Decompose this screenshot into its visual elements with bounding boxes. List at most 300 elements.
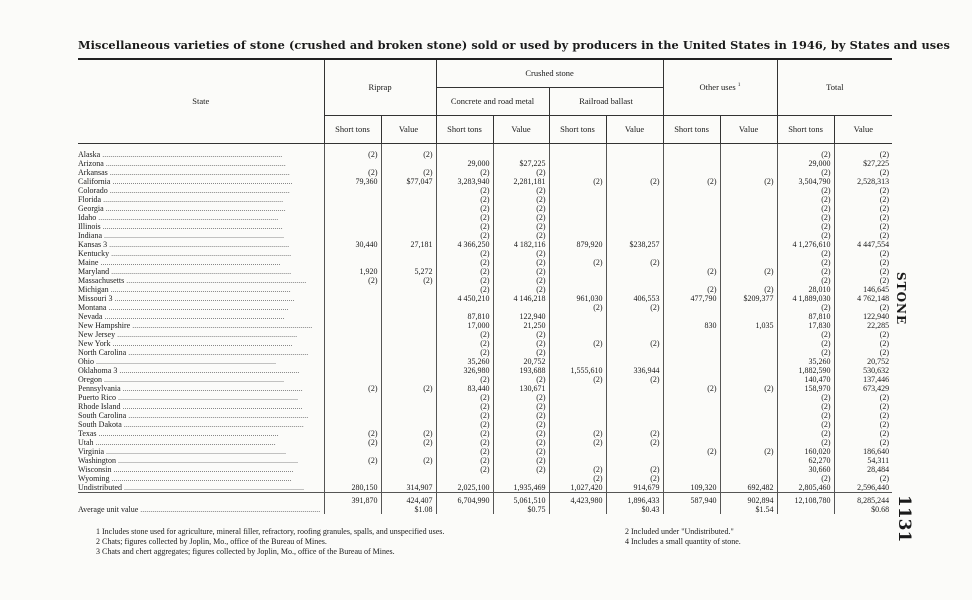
- state-cell: Missouri 3 ..........................................................................................: [78, 293, 295, 303]
- value-cell: (2): [549, 438, 606, 447]
- footnotes-right: [625, 527, 741, 547]
- value-cell: 1,027,420: [549, 483, 606, 493]
- footnote-4: 4 Includes a small quantity of stone.: [625, 537, 741, 546]
- state-cell: Alaska ..........................................................................................: [78, 149, 283, 159]
- value-cell: (2): [324, 150, 381, 159]
- value-cell: (2): [720, 285, 777, 294]
- value-cell: [436, 303, 493, 312]
- value-cell: 12,108,780: [777, 492, 834, 505]
- value-cell: 530,632: [834, 366, 892, 375]
- header-riprap-value: Value: [381, 115, 436, 143]
- value-cell: [381, 420, 436, 429]
- value-cell: 830: [663, 321, 720, 330]
- value-cell: (2): [777, 258, 834, 267]
- value-cell: [436, 474, 493, 483]
- table-row: [78, 159, 892, 168]
- value-cell: [381, 339, 436, 348]
- value-cell: [324, 366, 381, 375]
- value-cell: (2): [777, 330, 834, 339]
- footnote-2b: 2 Included under "Undistributed.": [625, 527, 734, 536]
- value-cell: (2): [493, 411, 549, 420]
- value-cell: (2): [493, 195, 549, 204]
- state-cell: Michigan ..........................................................................................: [78, 284, 291, 294]
- table-row: [78, 168, 892, 177]
- value-cell: [549, 384, 606, 393]
- value-cell: [549, 330, 606, 339]
- value-cell: (2): [436, 456, 493, 465]
- value-cell: 1,935,469: [493, 483, 549, 493]
- table-row: [78, 465, 892, 474]
- value-cell: [549, 456, 606, 465]
- value-cell: [324, 321, 381, 330]
- value-cell: [381, 357, 436, 366]
- value-cell: (2): [663, 285, 720, 294]
- stone-table: [78, 58, 892, 514]
- value-cell: [381, 447, 436, 456]
- value-cell: (2): [493, 258, 549, 267]
- value-cell: [606, 393, 663, 402]
- value-cell: [381, 285, 436, 294]
- table-row: [78, 375, 892, 384]
- value-cell: [663, 240, 720, 249]
- state-cell: Florida ..........................................................................................: [78, 194, 284, 204]
- value-cell: [381, 411, 436, 420]
- value-cell: [549, 267, 606, 276]
- value-cell: 4 366,250: [436, 240, 493, 249]
- value-cell: [324, 294, 381, 303]
- value-cell: 28,484: [834, 465, 892, 474]
- value-cell: 1,035: [720, 321, 777, 330]
- value-cell: (2): [777, 168, 834, 177]
- table-row: [78, 339, 892, 348]
- value-cell: [324, 285, 381, 294]
- value-cell: (2): [777, 438, 834, 447]
- value-cell: (2): [720, 447, 777, 456]
- value-cell: (2): [436, 258, 493, 267]
- table-row: [78, 366, 892, 375]
- value-cell: [720, 249, 777, 258]
- unit-value-row: [78, 505, 892, 514]
- value-cell: [663, 249, 720, 258]
- value-cell: 29,000: [777, 159, 834, 168]
- state-cell: Maryland ..........................................................................................: [78, 266, 292, 276]
- header-other-value: Value: [720, 115, 777, 143]
- value-cell: [549, 276, 606, 285]
- value-cell: [606, 402, 663, 411]
- value-cell: (2): [493, 249, 549, 258]
- value-cell: [381, 402, 436, 411]
- value-cell: 1,896,433: [606, 492, 663, 505]
- value-cell: (2): [493, 231, 549, 240]
- value-cell: [381, 312, 436, 321]
- state-cell: Undistributed ..........................................................................................: [78, 482, 304, 492]
- state-cell: Arkansas ..........................................................................................: [78, 167, 290, 177]
- value-cell: [381, 204, 436, 213]
- value-cell: (2): [834, 429, 892, 438]
- value-cell: [663, 222, 720, 231]
- state-cell: Georgia ..........................................................................................: [78, 203, 286, 213]
- table-row: [78, 384, 892, 393]
- value-cell: [663, 505, 720, 514]
- value-cell: 336,944: [606, 366, 663, 375]
- value-cell: 21,250: [493, 321, 549, 330]
- value-cell: (2): [436, 213, 493, 222]
- value-cell: (2): [834, 150, 892, 159]
- value-cell: (2): [777, 303, 834, 312]
- value-cell: (2): [663, 177, 720, 186]
- value-cell: 406,553: [606, 294, 663, 303]
- value-cell: [606, 357, 663, 366]
- value-cell: 914,679: [606, 483, 663, 493]
- value-cell: [720, 150, 777, 159]
- value-cell: (2): [834, 393, 892, 402]
- value-cell: [606, 249, 663, 258]
- value-cell: 28,010: [777, 285, 834, 294]
- value-cell: (2): [606, 438, 663, 447]
- value-cell: [606, 285, 663, 294]
- table-row: [78, 213, 892, 222]
- state-cell: Illinois ..........................................................................................: [78, 221, 283, 231]
- value-cell: [663, 429, 720, 438]
- value-cell: [663, 231, 720, 240]
- value-cell: (2): [606, 375, 663, 384]
- header-concrete-value: Value: [493, 115, 549, 143]
- value-cell: [324, 420, 381, 429]
- value-cell: (2): [834, 411, 892, 420]
- value-cell: (2): [777, 420, 834, 429]
- value-cell: 137,446: [834, 375, 892, 384]
- value-cell: (2): [493, 267, 549, 276]
- value-cell: (2): [549, 339, 606, 348]
- value-cell: (2): [834, 330, 892, 339]
- value-cell: (2): [436, 402, 493, 411]
- value-cell: (2): [777, 429, 834, 438]
- value-cell: [324, 402, 381, 411]
- value-cell: (2): [381, 276, 436, 285]
- value-cell: [663, 456, 720, 465]
- value-cell: (2): [324, 276, 381, 285]
- state-cell: New Jersey ..........................................................................................: [78, 329, 298, 339]
- value-cell: [324, 447, 381, 456]
- value-cell: (2): [834, 303, 892, 312]
- value-cell: [549, 222, 606, 231]
- value-cell: (2): [777, 195, 834, 204]
- table-row: [78, 402, 892, 411]
- table-row: [78, 393, 892, 402]
- value-cell: 314,907: [381, 483, 436, 493]
- value-cell: (2): [834, 168, 892, 177]
- value-cell: 879,920: [549, 240, 606, 249]
- value-cell: 4 762,148: [834, 294, 892, 303]
- value-cell: [324, 357, 381, 366]
- value-cell: [720, 438, 777, 447]
- value-cell: (2): [436, 285, 493, 294]
- table-row: [78, 276, 892, 285]
- value-cell: (2): [493, 204, 549, 213]
- value-cell: 692,482: [720, 483, 777, 493]
- value-cell: (2): [493, 447, 549, 456]
- table-row: [78, 420, 892, 429]
- table-row: [78, 231, 892, 240]
- state-cell: Oklahoma 3 ..........................................................................................: [78, 365, 300, 375]
- value-cell: (2): [777, 213, 834, 222]
- value-cell: 1,920: [324, 267, 381, 276]
- value-cell: (2): [549, 465, 606, 474]
- state-cell: Indiana ..........................................................................................: [78, 230, 284, 240]
- value-cell: [720, 231, 777, 240]
- value-cell: (2): [606, 339, 663, 348]
- table-row: [78, 438, 892, 447]
- state-cell: South Carolina ..........................................................................................: [78, 410, 309, 420]
- value-cell: [493, 150, 549, 159]
- value-cell: [324, 465, 381, 474]
- value-cell: [606, 348, 663, 357]
- value-cell: (2): [381, 429, 436, 438]
- value-cell: 424,407: [381, 492, 436, 505]
- header-crushed-stone: Crushed stone: [436, 59, 663, 87]
- table-row: [78, 474, 892, 483]
- value-cell: [720, 465, 777, 474]
- header-total-value: Value: [834, 115, 892, 143]
- value-cell: [324, 339, 381, 348]
- table-row: [78, 312, 892, 321]
- value-cell: 54,311: [834, 456, 892, 465]
- value-cell: [549, 168, 606, 177]
- value-cell: [381, 231, 436, 240]
- table-row: [78, 456, 892, 465]
- value-cell: 4 146,218: [493, 294, 549, 303]
- value-cell: 146,645: [834, 285, 892, 294]
- value-cell: (2): [436, 222, 493, 231]
- value-cell: (2): [834, 339, 892, 348]
- value-cell: (2): [720, 177, 777, 186]
- value-cell: [549, 420, 606, 429]
- value-cell: (2): [834, 258, 892, 267]
- value-cell: [720, 420, 777, 429]
- value-cell: (2): [834, 186, 892, 195]
- value-cell: [663, 339, 720, 348]
- page-number: 1131: [894, 495, 914, 543]
- header-riprap-tons: Short tons: [324, 115, 381, 143]
- value-cell: [549, 357, 606, 366]
- value-cell: [324, 330, 381, 339]
- table-row: [78, 357, 892, 366]
- value-cell: (2): [834, 195, 892, 204]
- value-cell: 83,440: [436, 384, 493, 393]
- state-cell: [78, 492, 324, 505]
- state-cell: Virginia ..........................................................................................: [78, 446, 287, 456]
- value-cell: 5,272: [381, 267, 436, 276]
- value-cell: [606, 150, 663, 159]
- running-head: STONE: [894, 272, 908, 326]
- value-cell: (2): [493, 168, 549, 177]
- value-cell: (2): [549, 474, 606, 483]
- value-cell: (2): [549, 177, 606, 186]
- value-cell: [606, 447, 663, 456]
- value-cell: (2): [606, 465, 663, 474]
- value-cell: (2): [549, 429, 606, 438]
- table-row: [78, 240, 892, 249]
- value-cell: [381, 258, 436, 267]
- value-cell: 2,281,181: [493, 177, 549, 186]
- value-cell: (2): [777, 348, 834, 357]
- value-cell: (2): [834, 231, 892, 240]
- value-cell: (2): [436, 195, 493, 204]
- state-cell: New Hampshire ..........................................................................................: [78, 320, 313, 330]
- value-cell: $27,225: [834, 159, 892, 168]
- value-cell: (2): [381, 168, 436, 177]
- header-other-tons: Short tons: [663, 115, 720, 143]
- value-cell: [720, 402, 777, 411]
- value-cell: (2): [606, 177, 663, 186]
- footnote-2: 2 Chats; figures collected by Joplin, Mo., office of the Bureau of Mines.: [96, 537, 327, 546]
- value-cell: 2,805,460: [777, 483, 834, 493]
- value-cell: [720, 240, 777, 249]
- value-cell: 391,870: [324, 492, 381, 505]
- value-cell: 2,596,440: [834, 483, 892, 493]
- value-cell: [720, 195, 777, 204]
- value-cell: 961,030: [549, 294, 606, 303]
- value-cell: 4 1,889,030: [777, 294, 834, 303]
- value-cell: 130,671: [493, 384, 549, 393]
- value-cell: [663, 402, 720, 411]
- value-cell: $0.68: [834, 505, 892, 514]
- value-cell: 4 447,554: [834, 240, 892, 249]
- table-row: [78, 150, 892, 159]
- value-cell: (2): [493, 348, 549, 357]
- value-cell: 902,894: [720, 492, 777, 505]
- value-cell: [549, 402, 606, 411]
- value-cell: [549, 393, 606, 402]
- value-cell: (2): [436, 249, 493, 258]
- value-cell: $238,257: [606, 240, 663, 249]
- value-cell: [324, 159, 381, 168]
- value-cell: (2): [606, 429, 663, 438]
- value-cell: [663, 393, 720, 402]
- state-cell: Idaho ..........................................................................................: [78, 212, 279, 222]
- value-cell: (2): [777, 222, 834, 231]
- table-row: [78, 222, 892, 231]
- value-cell: (2): [324, 429, 381, 438]
- value-cell: [549, 411, 606, 420]
- table-body: [78, 143, 892, 514]
- value-cell: 158,970: [777, 384, 834, 393]
- table-title: Miscellaneous varieties of stone (crushed and broken stone) sold or used by producers in the United States in 1946, by States and uses: [78, 38, 950, 52]
- value-cell: [720, 186, 777, 195]
- value-cell: [720, 474, 777, 483]
- value-cell: (2): [493, 276, 549, 285]
- value-cell: (2): [436, 375, 493, 384]
- value-cell: [606, 222, 663, 231]
- value-cell: [549, 159, 606, 168]
- value-cell: [663, 168, 720, 177]
- value-cell: (2): [549, 258, 606, 267]
- value-cell: (2): [436, 411, 493, 420]
- header-railroad: Railroad ballast: [549, 87, 663, 115]
- value-cell: (2): [834, 213, 892, 222]
- value-cell: $0.75: [493, 505, 549, 514]
- header-railroad-tons: Short tons: [549, 115, 606, 143]
- value-cell: (2): [436, 393, 493, 402]
- value-cell: [720, 429, 777, 438]
- value-cell: [720, 204, 777, 213]
- value-cell: [606, 204, 663, 213]
- table-row: [78, 177, 892, 186]
- value-cell: [663, 312, 720, 321]
- value-cell: [324, 195, 381, 204]
- value-cell: [663, 420, 720, 429]
- value-cell: 4,423,980: [549, 492, 606, 505]
- value-cell: (2): [436, 447, 493, 456]
- value-cell: 4 1,276,610: [777, 240, 834, 249]
- value-cell: [381, 294, 436, 303]
- footnote-3: 3 Chats and chert aggregates; figures collected by Joplin, Mo., office of the Bureau of Mines.: [96, 547, 395, 556]
- value-cell: (2): [777, 339, 834, 348]
- value-cell: (2): [436, 438, 493, 447]
- table-row: [78, 447, 892, 456]
- state-cell: Massachusetts ..........................................................................................: [78, 275, 307, 285]
- table-row: [78, 411, 892, 420]
- table-row: [78, 195, 892, 204]
- value-cell: 17,000: [436, 321, 493, 330]
- value-cell: [549, 348, 606, 357]
- value-cell: [663, 204, 720, 213]
- value-cell: (2): [834, 438, 892, 447]
- header-other-uses: Other uses $^1$: [663, 59, 777, 115]
- value-cell: (2): [493, 222, 549, 231]
- value-cell: 17,830: [777, 321, 834, 330]
- value-cell: 35,260: [436, 357, 493, 366]
- value-cell: (2): [777, 267, 834, 276]
- value-cell: [324, 411, 381, 420]
- value-cell: [549, 150, 606, 159]
- state-cell: Average unit value ..........................................................................................: [78, 504, 321, 514]
- value-cell: [720, 276, 777, 285]
- value-cell: $27,225: [493, 159, 549, 168]
- value-cell: [549, 321, 606, 330]
- table-row: [78, 249, 892, 258]
- value-cell: [663, 366, 720, 375]
- value-cell: [549, 312, 606, 321]
- value-cell: $1.08: [381, 505, 436, 514]
- state-cell: Ohio ..........................................................................................: [78, 356, 276, 366]
- value-cell: [324, 249, 381, 258]
- value-cell: 5,061,510: [493, 492, 549, 505]
- state-cell: North Carolina ..........................................................................................: [78, 347, 309, 357]
- value-cell: [720, 159, 777, 168]
- value-cell: [720, 456, 777, 465]
- value-cell: [663, 186, 720, 195]
- value-cell: [381, 474, 436, 483]
- value-cell: [663, 258, 720, 267]
- value-cell: 122,940: [493, 312, 549, 321]
- value-cell: [324, 375, 381, 384]
- value-cell: (2): [834, 348, 892, 357]
- table-row: [78, 348, 892, 357]
- value-cell: 587,940: [663, 492, 720, 505]
- value-cell: [663, 375, 720, 384]
- value-cell: [720, 258, 777, 267]
- state-cell: South Dakota ..........................................................................................: [78, 419, 304, 429]
- value-cell: [381, 366, 436, 375]
- value-cell: [606, 312, 663, 321]
- value-cell: (2): [493, 330, 549, 339]
- value-cell: [663, 474, 720, 483]
- value-cell: 79,360: [324, 177, 381, 186]
- value-cell: $1.54: [720, 505, 777, 514]
- value-cell: (2): [606, 474, 663, 483]
- value-cell: 4 450,210: [436, 294, 493, 303]
